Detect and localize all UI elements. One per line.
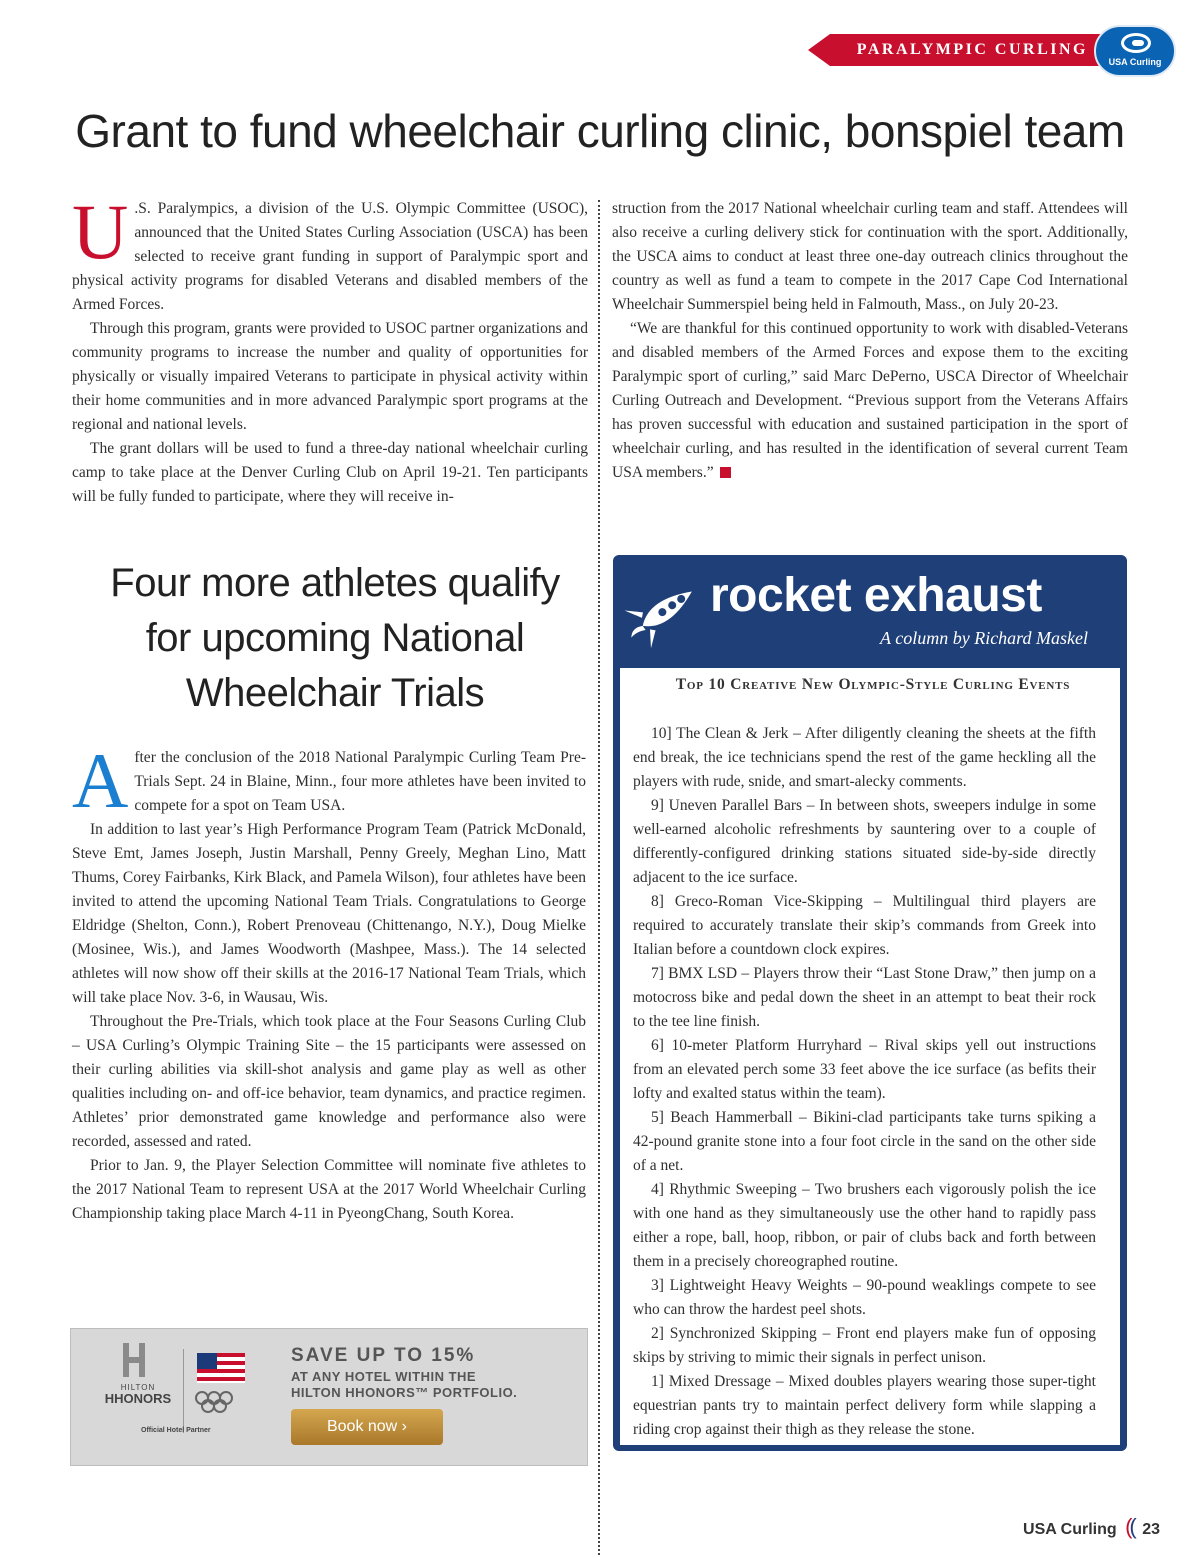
ad-divider bbox=[183, 1349, 184, 1433]
hilton-logo-icon bbox=[119, 1343, 149, 1377]
list-item: 7] BMX LSD – Players throw their “Last Stone Draw,” then jump on a motocross bike and pedal down the sheet in an attempt to beat their rock to the tee line finish. bbox=[633, 965, 1096, 1030]
article2-paragraph: Throughout the Pre-Trials, which took place at the Four Seasons Curling Club – USA Curling’s Olympic Training Site – the 15 participants were assessed on their curling abilities via skill-shot analysis and game play as well as other qualities including on- and off-ice behavior, team dynamics, and practice regimen. Athletes’ prior demonstrated game knowledge and performance also were recorded, assessed and rated. bbox=[72, 1013, 586, 1150]
publication-name: USA Curling bbox=[1023, 1521, 1117, 1538]
column-divider bbox=[598, 200, 600, 1555]
book-now-button[interactable]: Book now › bbox=[291, 1409, 443, 1445]
curling-stone-icon bbox=[1121, 33, 1151, 53]
column-heading: Top 10 Creative New Olympic-Style Curling Events bbox=[675, 676, 1071, 693]
section-label: PARALYMPIC CURLING bbox=[856, 41, 1088, 58]
hilton-advertisement[interactable] bbox=[70, 1328, 588, 1466]
page-footer bbox=[1023, 1514, 1160, 1540]
article1-paragraph: “We are thankful for this continued opportunity to work with disabled-Veterans and disabled members of the Armed Forces and expose them to the exciting Paralympic sport of curling,” said Marc DePerno, USCA Director of Wheelchair Curling Outreach and Development. “Previous support from the Veterans Affairs has proven successful with education and sustained participation in the sport of wheelchair curling, and has resulted in the identification of several current Team USA members.” bbox=[612, 320, 1128, 481]
article1-paragraph: The grant dollars will be used to fund a three-day national wheelchair curling camp to take place at the Denver Curling Club on April 19-21. Ten participants will be fully funded to participate, where they will receive in- bbox=[72, 440, 588, 505]
us-flag-icon bbox=[197, 1353, 245, 1383]
article1-paragraph: Through this program, grants were provided to USOC partner organizations and community programs to increase the number and quality of opportunities for physically or visually impaired Veterans to participate in physical activity within their home communities and in more advanced Paralympic sport programs at the regional and national levels. bbox=[72, 320, 588, 433]
article1-paragraph: struction from the 2017 National wheelchair curling team and staff. Attendees will also receive a curling delivery stick for continuation with the sport. Additionally, the USCA aims to conduct at least three one-day outreach clinics throughout the country as well as fund a team to compete in the 2017 Cape Cod International Wheelchair Summerspiel being held in Falmouth, Mass., on July 20-23. bbox=[612, 200, 1128, 313]
list-item: 6] 10-meter Platform Hurryhard – Rival skips yell out instructions from an elevated perch some 33 feet above the ice surface (as befits their lofty and exalted status within the team). bbox=[633, 1037, 1096, 1102]
dropcap: A bbox=[72, 737, 129, 824]
article2-title: Four more athletes qualify for upcoming National Wheelchair Trials bbox=[110, 561, 560, 715]
article1-left-column bbox=[72, 188, 588, 509]
article1-right-column bbox=[612, 197, 1128, 485]
hilton-logo-text: HILTON HHONORS bbox=[104, 1383, 172, 1406]
list-item: 3] Lightweight Heavy Weights – 90-pound weaklings compete to see who can throw the hardest peel shots. bbox=[633, 1277, 1096, 1318]
list-item: 10] The Clean & Jerk – After diligently cleaning the sheets at the fifth end break, the ice technicians spend the rest of the game heckling all the players with rude, snide, and smart-alecky comments. bbox=[633, 725, 1096, 790]
list-item: 8] Greco-Roman Vice-Skipping – Multilingual third players are required to accurately translate their skip’s commands from Greek into Italian before a countdown clock expires. bbox=[633, 893, 1096, 958]
logo-text: USA Curling bbox=[1108, 57, 1162, 67]
list-item: 5] Beach Hammerball – Bikini-clad participants take turns spiking a 42-pound granite stone into a four foot circle in the sand on the other side of a net. bbox=[633, 1109, 1096, 1174]
list-item: 2] Synchronized Skipping – Front end players make fun of opposing skips by striving to mimic their signals in perfect unison. bbox=[633, 1325, 1096, 1366]
ad-headline: SAVE UP TO 15% bbox=[291, 1345, 476, 1366]
article2-body bbox=[72, 737, 586, 1226]
end-mark-icon bbox=[720, 467, 731, 478]
rocket-icon bbox=[618, 570, 710, 652]
column-title: rocket exhaust bbox=[710, 569, 1042, 622]
partner-text: Official Hotel Partner bbox=[141, 1427, 211, 1434]
article2-paragraph: In addition to last year’s High Performance Program Team (Patrick McDonald, Steve Emt, James Joseph, Justin Marshall, Penny Greely, Meghan Lino, Matt Thums, Corey Fairbanks, Kirk Black, and Pamela Wilson), four athletes have been invited to attend the upcoming National Team Trials. Congratulations to George Eldridge (Shelton, Conn.), Robert Prenoveau (Chittenango, N.Y.), Doug Mielke (Mosinee, Wis.), and James Woodworth (Mashpee, Mass.). The 14 selected athletes will now show off their skills at the 2016-17 National Team Trials, which will take place Nov. 3-6, in Wausau, Wis. bbox=[72, 821, 586, 1006]
article-title: Grant to fund wheelchair curling clinic, bonspiel team bbox=[75, 105, 1125, 157]
page-number: 23 bbox=[1142, 1521, 1160, 1538]
column-byline: A column by Richard Maskel bbox=[880, 628, 1088, 648]
column-list bbox=[633, 722, 1096, 1442]
ad-subline: AT ANY HOTEL WITHIN THE HILTON HHONORS™ PORTFOLIO. bbox=[291, 1369, 518, 1400]
list-item: 4] Rhythmic Sweeping – Two brushers each vigorously polish the ice with one hand as they simultaneously use the other hand to rapidly pass either a rope, ball, hoop, ribbon, or pair of clubs back and forth between them in a precisely choreographed routine. bbox=[633, 1181, 1096, 1270]
article1-paragraph: U .S. Paralympics, a division of the U.S. Olympic Committee (USOC), announced that the United States Curling Association (USCA) has been selected to receive grant funding in support of Paralympic sport and physical activity programs for disabled Veterans and disabled members of the Armed Forces. bbox=[72, 188, 588, 313]
article2-paragraph: Prior to Jan. 9, the Player Selection Committee will nominate five athletes to the 2017 National Team to represent USA at the 2017 World Wheelchair Curling Championship taking place March 4-11 in PyeongChang, South Korea. bbox=[72, 1157, 586, 1222]
dropcap: U bbox=[72, 188, 129, 275]
list-item: 1] Mixed Dressage – Mixed doubles players wearing those super-tight equestrian pants try to maintain perfect delivery form while slapping a riding crop against their thigh as they release the stone. bbox=[633, 1373, 1096, 1438]
article2-paragraph: After the conclusion of the 2018 National Paralympic Curling Team Pre-Trials Sept. 24 in Blaine, Minn., four more athletes have been invited to compete for a spot on Team USA. bbox=[72, 737, 586, 824]
usa-curling-logo bbox=[1094, 25, 1176, 77]
footer-ornament: (( bbox=[1125, 1514, 1134, 1539]
list-item: 9] Uneven Parallel Bars – In between shots, sweepers indulge in some well-earned alcoholic refreshments by sauntering over to a couple of differently-configured drinking stations situated side-by-side directly adjacent to the ice surface. bbox=[633, 797, 1096, 886]
